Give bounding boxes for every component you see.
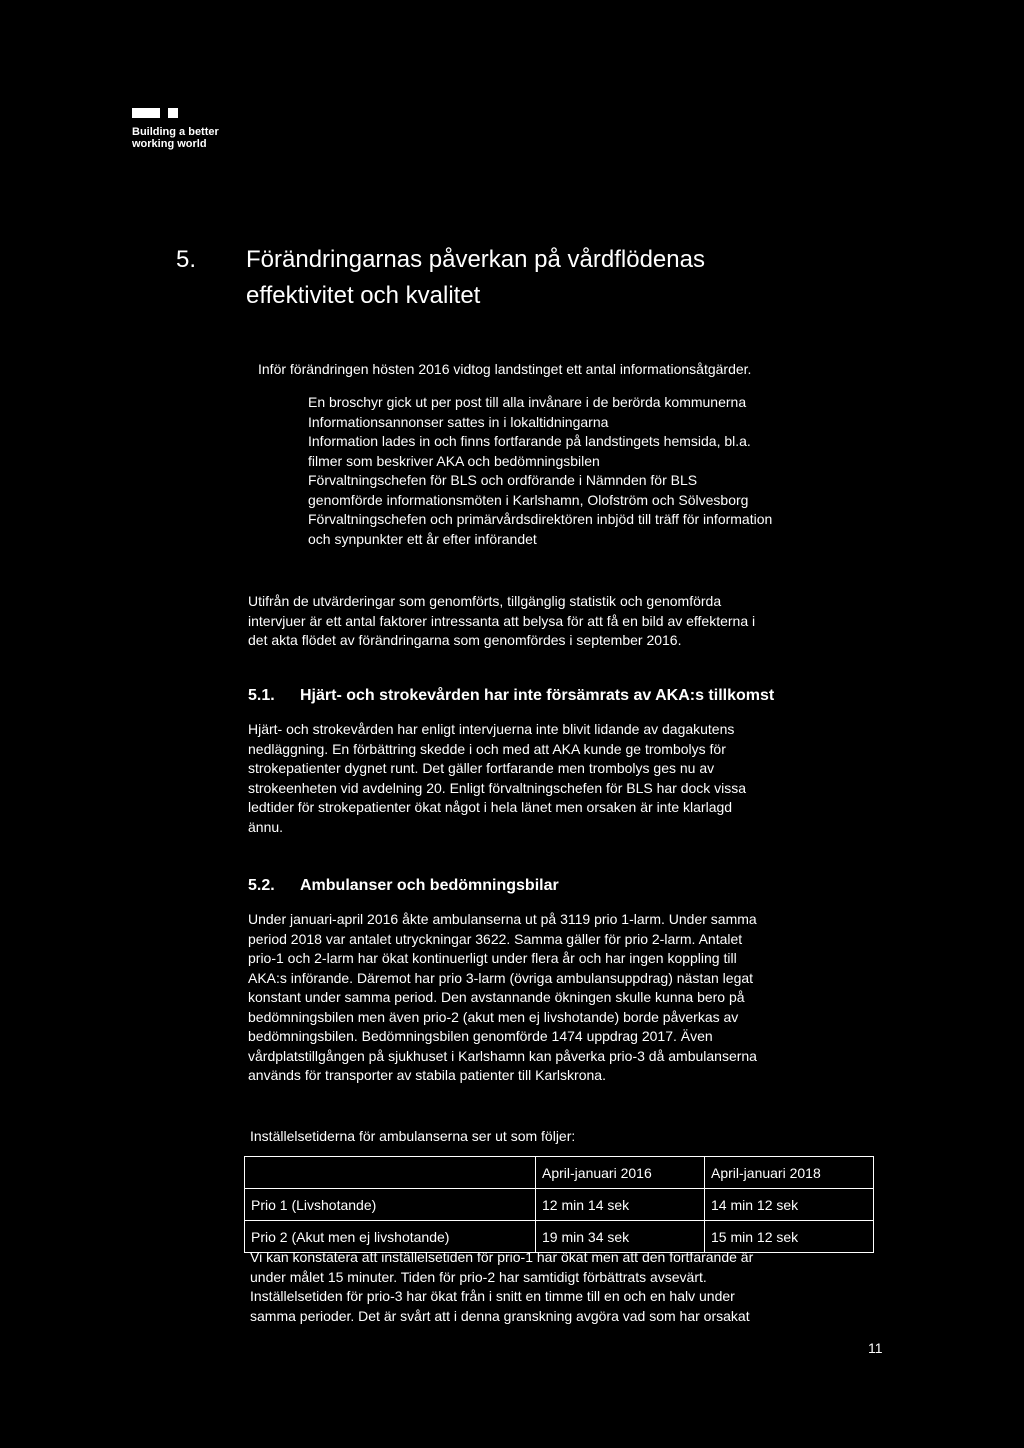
list-item: Information lades in och finns fortfarande på landstingets hemsida, bl.a. [308, 433, 751, 449]
paragraph-line: Inställelsetiden för prio-3 har ökat från i snitt en timme till en och en halv under [250, 1288, 735, 1304]
table-cell: 12 min 14 sek [536, 1189, 705, 1221]
info-measures-list [308, 393, 772, 549]
table-cell: 15 min 12 sek [705, 1221, 874, 1253]
section-5-2-body [248, 910, 757, 1086]
paragraph-line: ledtider för strokepatienter ökat något i hela länet men orsaken är inte klarlagd [248, 799, 733, 815]
paragraph-line: Under januari-april 2016 åkte ambulanserna ut på 3119 prio 1-larm. Under samma [248, 911, 757, 927]
paragraph-line: under målet 15 minuter. Tiden för prio-2 har samtidigt förbättrats avsevärt. [250, 1268, 707, 1285]
chapter-title-line2: effektivitet och kvalitet [246, 282, 481, 309]
paragraph-line: prio-1 och 2-larm har ökat kontinuerligt under flera år och har ingen koppling till [248, 950, 737, 966]
paragraph-line: Hjärt- och strokevården har enligt intervjuerna inte blivit lidande av dagakutens [248, 721, 735, 737]
paragraph-line: intervjuer är ett antal faktorer intressanta att belysa för att få en bild av effekterna i [248, 612, 756, 629]
paragraph-line: bedömningsbilen. Bedömningsbilen genomförde 1474 uppdrag 2017. Även [248, 1028, 713, 1044]
paragraph-line: det akta flödet av förändringarna som genomfördes i september 2016. [248, 632, 682, 648]
list-item: Förvaltningschefen för BLS och ordförande i Nämnden för BLS [308, 472, 698, 488]
section-5-2-heading [248, 877, 559, 895]
table-row [245, 1189, 874, 1221]
paragraph-line: konstant under samma period. Den avstannande ökningen skulle kunna bero på [248, 989, 745, 1005]
section-5-1-heading [248, 687, 774, 705]
logo-mark-square [168, 108, 178, 118]
list-item: filmer som beskriver AKA och bedömningsbilen [308, 452, 600, 469]
intro-paragraph: Inför förändringen hösten 2016 vidtog landstinget ett antal informationsåtgärder. [258, 361, 752, 377]
list-item: och synpunkter ett år efter införandet [308, 530, 537, 547]
paragraph-line: nedläggning. En förbättring skedde i och med att AKA kunde ge trombolys för [248, 740, 726, 757]
section-number: 5.2. [248, 877, 275, 894]
table-header-row [245, 1157, 874, 1189]
table-header-cell: April-januari 2016 [536, 1157, 705, 1189]
section-title: Ambulanser och bedömningsbilar [300, 877, 559, 894]
paragraph-line: AKA:s införande. Däremot har prio 3-larm (övriga ambulansuppdrag) nästan legat [248, 969, 754, 986]
list-item: En broschyr gick ut per post till alla invånare i de berörda kommunerna [308, 394, 747, 410]
conclusion-paragraph [250, 1248, 753, 1326]
paragraph-line: Vi kan konstatera att inställelsetiden för prio-1 har ökat men att den fortfarande är [250, 1249, 754, 1265]
section-5-1-body [248, 720, 746, 837]
table-header-cell [245, 1157, 536, 1189]
paragraph-line: strokeenheten vid avdelning 20. Enligt förvaltningschefen för BLS har dock vissa [248, 779, 747, 796]
section-title: Hjärt- och strokevården har inte försämrats av AKA:s tillkomst [300, 687, 775, 704]
table-cell: Prio 2 (Akut men ej livshotande) [245, 1221, 536, 1253]
list-item: Informationsannonser sattes in i lokaltidningarna [308, 413, 609, 430]
page-number: 11 [868, 1340, 883, 1356]
paragraph-line: samma perioder. Det är svårt att i denna granskning avgöra vad som har orsakat [250, 1307, 750, 1324]
logo-tagline-line2: working world [132, 138, 207, 150]
list-item: genomförde informationsmöten i Karlshamn, Olofström och Sölvesborg [308, 491, 749, 508]
logo [132, 108, 219, 150]
paragraph-line: period 2018 var antalet utryckningar 3622. Samma gäller för prio 2-larm. Antalet [248, 930, 743, 947]
section-number: 5.1. [248, 687, 275, 704]
paragraph-line: strokepatienter dygnet runt. Det gäller fortfarande men trombolys ges nu av [248, 760, 715, 776]
table-cell: 14 min 12 sek [705, 1189, 874, 1221]
paragraph-line: bedömningsbilen men även prio-2 (akut men ej livshotande) borde påverkas av [248, 1008, 739, 1025]
chapter-number: 5. [176, 246, 197, 273]
list-item: Förvaltningschefen och primärvårdsdirektören inbjöd till träff för information [308, 511, 773, 527]
paragraph-line: ännu. [248, 818, 284, 835]
logo-mark-bar [132, 108, 160, 118]
table-cell: Prio 1 (Livshotande) [245, 1189, 536, 1221]
response-time-table [244, 1156, 874, 1253]
table-caption: Inställelsetiderna för ambulanserna ser ut som följer: [250, 1128, 576, 1144]
chapter-title-line1: Förändringarnas påverkan på vårdflödenas [246, 246, 705, 273]
paragraph-line: används för transporter av stabila patienter till Karlskrona. [248, 1067, 606, 1083]
paragraph-line: Utifrån de utvärderingar som genomförts, tillgänglig statistik och genomförda [248, 593, 722, 609]
paragraph-line: vårdplatstillgången på sjukhuset i Karlshamn kan påverka prio-3 då ambulanserna [248, 1047, 757, 1064]
table-header-cell: April-januari 2018 [705, 1157, 874, 1189]
logo-mark [132, 108, 219, 118]
evaluation-paragraph [248, 592, 755, 651]
logo-tagline-line1: Building a better [132, 126, 219, 138]
table-cell: 19 min 34 sek [536, 1221, 705, 1253]
